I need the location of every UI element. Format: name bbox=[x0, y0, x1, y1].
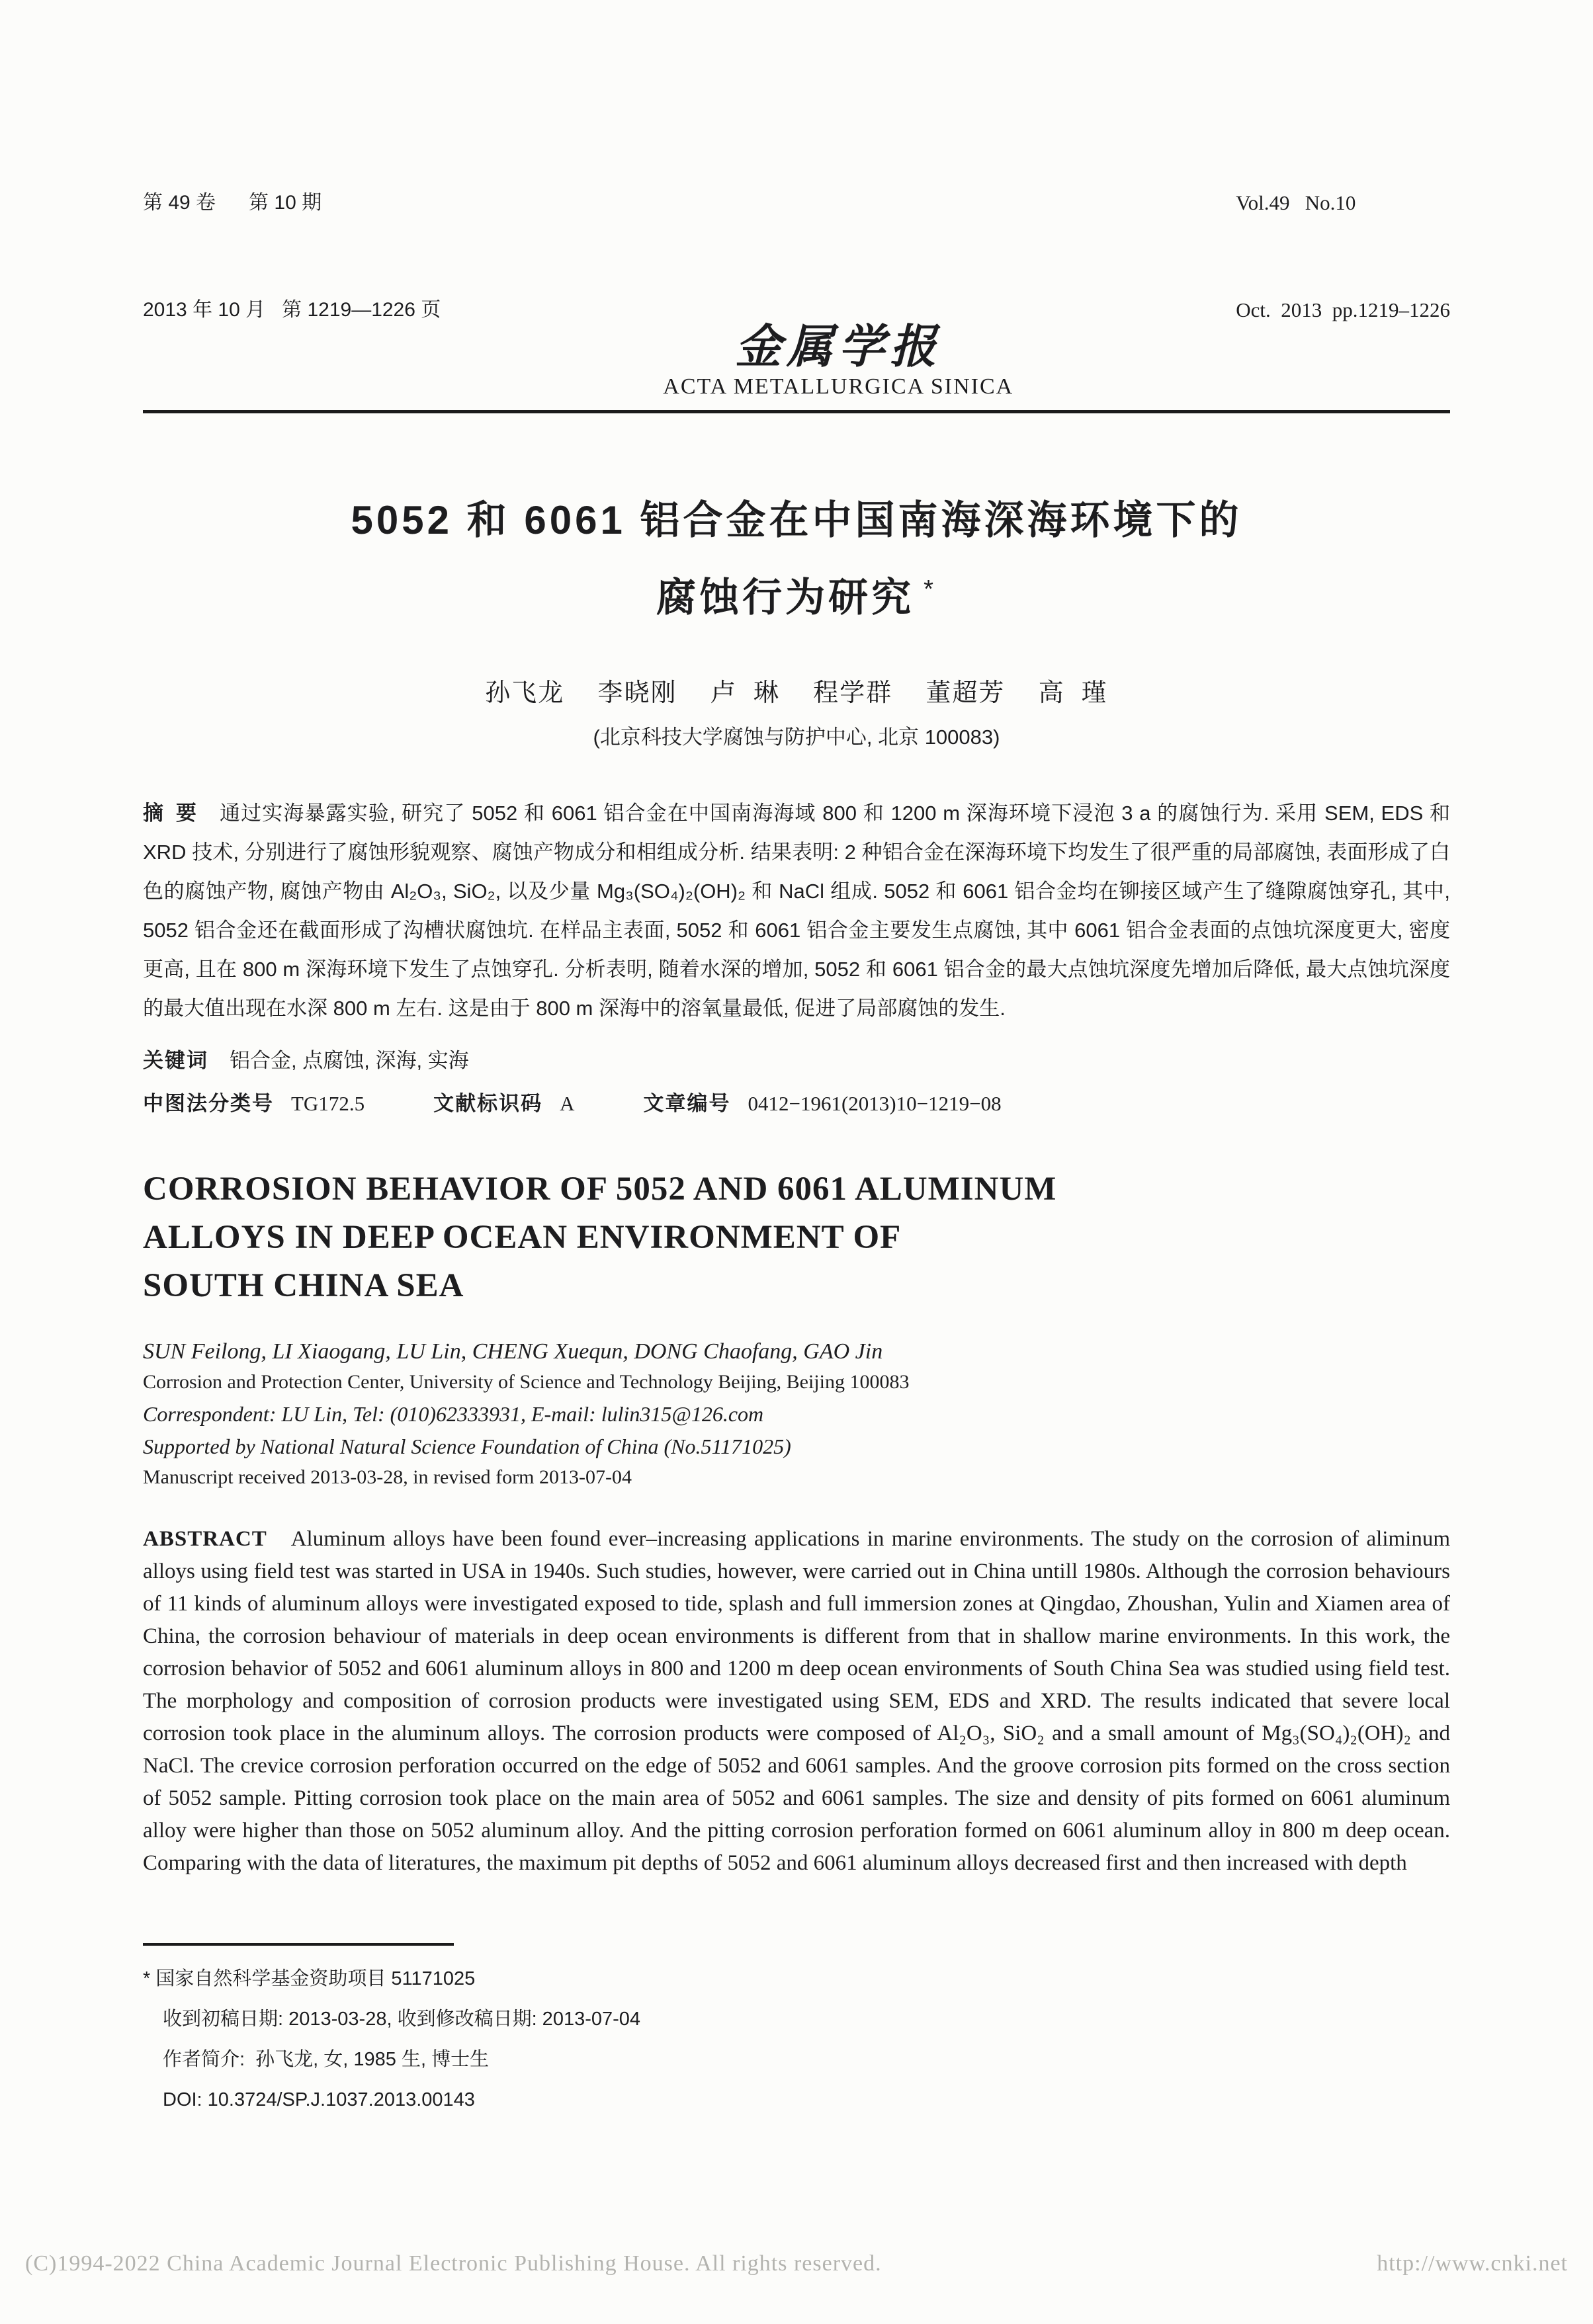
abstract-cn-label: 摘 要 bbox=[143, 802, 200, 825]
article-title-cn-line2: 腐蚀行为研究 bbox=[656, 575, 915, 620]
clc-group bbox=[143, 1087, 365, 1116]
article-title-cn-line1: 5052 和 6061 铝合金在中国南海深海环境下的 bbox=[351, 498, 1242, 542]
article-title-cn bbox=[143, 486, 1450, 632]
footnote-doi: DOI: 10.3724/SP.J.1037.2013.00143 bbox=[163, 2089, 475, 2110]
journal-logo-calligraphy: 金属学报 bbox=[735, 321, 942, 373]
article-id-value: 0412−1961(2013)10−1219−08 bbox=[748, 1092, 1002, 1115]
title-footnote-marker: * bbox=[924, 575, 937, 603]
abstract-cn-text: 通过实海暴露实验, 研究了 5052 和 6061 铝合金在中国南海海域 800 和 1200 m 深海环境下浸泡 3 a 的腐蚀行为. 采用 SEM, EDS 和 XRD 技术, 分别进行了腐蚀形貌观察、腐蚀产物成分和相组成分析. 结果表明: 2 种铝合金在深海环境下均发生了很严重的局部腐蚀, 表面形成了白色的腐蚀产物, 腐蚀产物由 Al₂O₃, SiO₂, 以及少量 Mg₃(SO₄)₂(OH)₂ 和 NaCl 组成. 5052 和 6061 铝合金均在铆接区域产生了缝隙腐蚀穿孔, 其中, 5052 铝合金还在截面形成了沟槽状腐蚀坑. 在样品主表面, 5052 和 6061 铝合金主要发生点腐蚀, 其中 6061 铝合金表面的点蚀坑深度更大, 密度更高, 且在 800 m 深海环境下发生了点蚀穿孔. 分析表明, 随着水深的增加, 5052 和 6061 铝合金的最大点蚀坑深度先增加后降低, 最大点蚀坑深度的最大值出现在水深 800 m 左右. 这是由于 800 m 深海中的溶氧量最低, 促进了局部腐蚀的发生. bbox=[143, 802, 1450, 1020]
article-id-group bbox=[643, 1087, 1001, 1116]
date-pages-cn: 2013 年 10 月 第 1219—1226 页 bbox=[143, 299, 441, 321]
footnote-received-dates: 收到初稿日期: 2013-03-28, 收到修改稿日期: 2013-07-04 bbox=[163, 2009, 641, 2030]
authors-cn: 孙飞龙 李晓刚 卢 琳 程学群 董超芳 高 瑾 bbox=[485, 679, 1108, 707]
article-title-en-line3: SOUTH CHINA SEA bbox=[143, 1267, 464, 1304]
article-title-en bbox=[143, 1165, 1450, 1310]
footnote-author-bio: 作者简介: 孙飞龙, 女, 1985 生, 博士生 bbox=[163, 2049, 490, 2070]
manuscript-dates-line: Manuscript received 2013-03-28, in revised form 2013-07-04 bbox=[143, 1466, 632, 1488]
abstract-en bbox=[143, 1523, 1450, 1880]
cnki-url: http://www.cnki.net bbox=[1377, 2251, 1568, 2276]
journal-name-en: ACTA METALLURGICA SINICA bbox=[663, 374, 1014, 399]
journal-identity bbox=[441, 323, 1236, 400]
abstract-cn bbox=[143, 794, 1450, 1028]
cnki-watermark bbox=[25, 2251, 1568, 2276]
affiliation-cn: (北京科技大学腐蚀与防护中心, 北京 100083) bbox=[593, 726, 1000, 749]
footnotes bbox=[143, 1959, 1450, 2120]
keywords-text: 铝合金, 点腐蚀, 深海, 实海 bbox=[230, 1049, 469, 1072]
clc-label: 中图法分类号 bbox=[143, 1092, 274, 1115]
classification-line bbox=[143, 1087, 1450, 1116]
keywords-label: 关键词 bbox=[143, 1049, 208, 1072]
affiliation-en: Corrosion and Protection Center, University of Science and Technology Beijing, Beijing 100083 bbox=[143, 1371, 910, 1393]
article-title-en-line2: ALLOYS IN DEEP OCEAN ENVIRONMENT OF bbox=[143, 1219, 902, 1256]
doc-code-label: 文献标识码 bbox=[433, 1092, 543, 1115]
funding-line: Supported by National Natural Science Foundation of China (No.51171025) bbox=[143, 1434, 791, 1458]
date-pages-en: Oct. 2013 pp.1219–1226 bbox=[1236, 298, 1450, 321]
article-title-en-line1: CORROSION BEHAVIOR OF 5052 AND 6061 ALUMINUM bbox=[143, 1171, 1057, 1208]
article-id-label: 文章编号 bbox=[643, 1092, 731, 1115]
keywords-cn bbox=[143, 1044, 1450, 1073]
issue-info-en bbox=[1236, 114, 1450, 399]
correspondent-line: Correspondent: LU Lin, Tel: (010)62333931, E-mail: lulin315@126.com bbox=[143, 1402, 764, 1426]
authors-en: SUN Feilong, LI Xiaogang, LU Lin, CHENG Xuequn, DONG Chaofang, GAO Jin bbox=[143, 1339, 883, 1364]
volume-issue-en: Vol.49 No.10 bbox=[1236, 191, 1356, 214]
footnote-divider bbox=[143, 1943, 454, 1946]
footnote-block bbox=[143, 1943, 1450, 2120]
journal-masthead bbox=[143, 0, 1450, 413]
issue-info-cn bbox=[143, 114, 441, 399]
footnote-funding: * 国家自然科学基金资助项目 51171025 bbox=[143, 1968, 476, 1989]
abstract-en-text: Aluminum alloys have been found ever–increasing applications in marine environments. The study on the corrosion of aliminum alloys using field test was started in USA in 1940s. Such studies, however, were carried out in China untill 1980s. Although the corrosion behaviours of 11 kinds of aluminum alloys were investigated exposed to tide, splash and full immersion zones at Qingdao, Zhoushan, Yulin and Xiamen area of China, the corrosion behaviour of materials in deep ocean environments is different from that in shallow marine environments. In this work, the corrosion behavior of 5052 and 6061 aluminum alloys in 800 and 1200 m deep ocean environments of South China Sea was studied using field test. The morphology and composition of corrosion products were investigated using SEM, EDS and XRD. The results indicated that severe local corrosion took place in the aluminum alloys. The corrosion products were composed of Al₂O₃, SiO₂ and a small amount of Mg₃(SO₄)₂(OH)₂ and NaCl. The crevice corrosion perforation occurred on the edge of 5052 and 6061 samples. And the groove corrosion pits formed on the cross section of 5052 sample. Pitting corrosion took place on the main area of 5052 and 6061 samples. The size and density of pits formed on 6061 aluminum alloy were higher than those on 5052 aluminum alloy. And the pitting corrosion perforation formed on 6061 aluminum alloy in 800 m deep ocean. Comparing with the data of literatures, the maximum pit depths of 5052 and 6061 aluminum alloys decreased first and then increased with depth bbox=[143, 1527, 1450, 1875]
article-meta-en bbox=[143, 1337, 1450, 1493]
doc-code-value: A bbox=[560, 1092, 575, 1115]
abstract-en-label: ABSTRACT bbox=[143, 1527, 267, 1551]
volume-issue-cn: 第 49 卷 第 10 期 bbox=[143, 192, 322, 214]
copyright-text: (C)1994-2022 China Academic Journal Electronic Publishing House. All rights reserved. bbox=[25, 2251, 882, 2276]
clc-value: TG172.5 bbox=[291, 1092, 365, 1115]
doc-code-group bbox=[433, 1087, 574, 1116]
